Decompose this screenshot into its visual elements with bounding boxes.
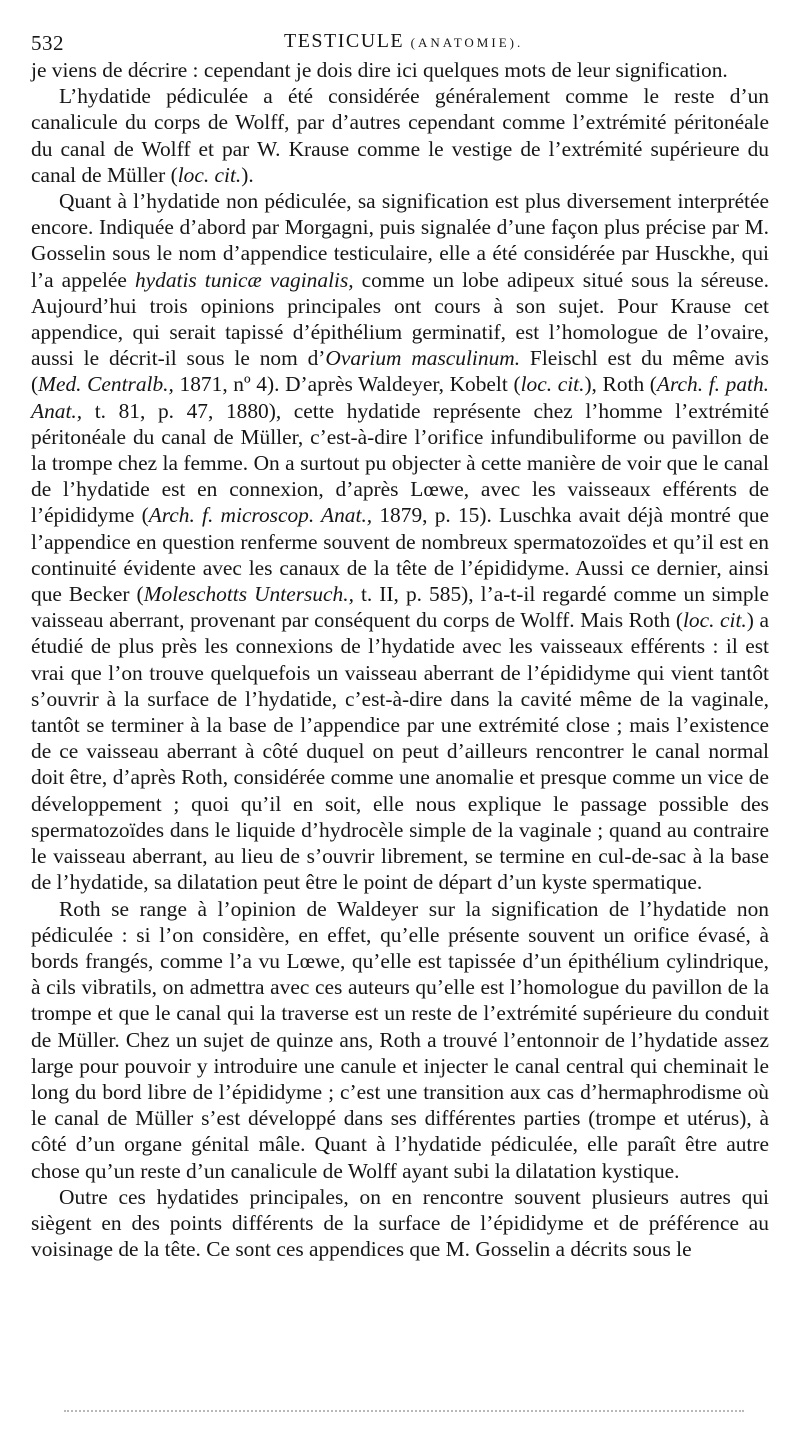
paragraph [31,1184,769,1263]
text-run: Fleischl est du même avis ( [31,346,769,397]
running-head-title: TESTICULE [284,30,405,52]
text-run: ). [241,162,254,187]
page-header [31,26,769,56]
text-run: ) a étudié de plus près les connexions de l’hydatide avec les vaisseaux efférents : il est vrai que l’on trouve quelquefois un vaisseau aberrant de l’épididyme qui vient tantôt s’ouvrir à la surface de l’hydatide, c’est-à-dire dans la cavité même de la vaginale, tantôt se terminer à la base de l’appendice par une extrémité close ; mais l’existence de ce vaisseau aberrant à côté duquel on peut d’ailleurs rencontrer le canal normal doit être, d’après Roth, considérée comme une anomalie et presque comme un vice de développement ; quoi qu’il en soit, elle nous explique le passage possible des spermatozoïdes dans le liquide d’hydrocèle simple de la vaginale ; quand au contraire le vaisseau aberrant, au lieu de s’ouvrir librement, se termine en cul-de-sac à la base de l’hydatide, sa dilatation peut être le point de départ d’un kyste spermatique. [31,608,770,895]
citation-italic: loc. cit. [682,608,747,633]
text-run: t. II, p. 585), l’a-t-il regardé comme un simple vaisseau aberrant, provenant par conséquent du corps de Wolff. Mais Roth ( [31,582,769,633]
text-run: Roth se range à l’opinion de Waldeyer sur la signification de l’hydatide non pédiculée : si l’on considère, en effet, qu’elle présente souvent un orifice évasé, à bords frangés, comme l’a vu Lœwe, qu’elle est tapissée d’un épithélium cylindrique, à cils vibratils, on admettra avec ces auteurs qu’elle est l’homologue du pavillon de la trompe et que le canal qui la traverse est un reste de l’extrémité supérieure du conduit de Müller. Chez un sujet de quinze ans, Roth a trouvé l’entonnoir de l’hydatide assez large pour pouvoir y introduire une canule et injecter le canal central qui cheminait le long du bord libre de l’épididyme ; c’est une transition aux cas d’hermaphrodisme où le canal de Müller s’est développé dans ses différentes parties (trompe et utérus), à côté d’un organe génital mâle. Quant à l’hydatide pédiculée, elle paraît être autre chose qu’un reste d’un canalicule de Wolff ayant subi la dilatation kystique. [31,896,769,1183]
running-head-subtitle: (ANATOMIE). [410,35,524,50]
text-run: 1871, nº 4). D’après Waldeyer, Kobelt ( [173,372,521,397]
text-run: je viens de décrire : cependant je dois dire ici quelques mots de leur signification. [31,58,728,82]
book-page [31,26,769,1262]
text-run: L’hydatide pédiculée a été considérée généralement comme le reste d’un canalicule du corps de Wolff, par d’autres cependant comme l’extrémité péritonéale du canal de Wolff et par W. Krause comme le vestige de l’extrémité supérieure du canal de Müller ( [31,84,769,187]
text-run: comme un lobe adipeux situé sous la séreuse. Aujourd’hui trois opinions principales ont cours à son sujet. Pour Krause cet appendice, qui serait tapissé d’épithélium germinatif, est l’homologue de l’ovaire, aussi le décrit-il sous le nom d’ [31,267,769,371]
text-run: 1879, p. 15). Luschka avait déjà montré que l’appendice en question renferme souvent de nombreux spermatozoïdes et qu’il est en continuité évidente avec les canaux de la tête de l’épididyme. Aussi ce dernier, ainsi que Becker ( [31,503,769,607]
citation-italic: hydatis tunicæ vaginalis, [134,267,354,292]
paragraph [31,57,769,83]
body-text [31,57,769,1262]
citation-italic: Moleschotts Untersuch., [143,582,354,607]
page-bottom-rule [64,1410,744,1412]
paragraph [31,188,769,895]
text-run: Outre ces hydatides principales, on en rencontre souvent plusieurs autres qui siègent en des points différents de la surface de l’épididyme et de préférence au voisinage de la tête. Ce sont ces appendices que M. Gosselin a décrits sous le [31,1184,769,1262]
citation-italic: Med. Centralb., [38,372,174,397]
citation-italic: loc. cit. [177,162,242,187]
text-run: ), Roth ( [584,372,657,397]
text-run: t. 81, p. 47, 1880), cette hydatide représente chez l’homme l’extrémité péritonéale du canal de Müller, c’est-à-dire l’orifice infundibuliforme ou pavillon de la trompe chez la femme. On a surtout pu objecter à cette manière de voir que le canal de l’hydatide est en connexion, d’après Lœwe, avec les vaisseaux efférents de l’épididyme ( [31,398,769,528]
paragraph [31,896,769,1184]
citation-italic: Arch. f. path. Anat., [31,372,770,423]
page-number: 532 [31,31,64,55]
citation-italic: Arch. f. microscop. Anat., [148,503,373,528]
text-run: Quant à l’hydatide non pédiculée, sa signification est plus diversement interprétée encore. Indiquée d’abord par Morgagni, puis signalée d’une façon plus précise par M. Gosselin sous le nom d’appendice testiculaire, elle a été considérée par Husckhe, qui l’a appelée [31,189,769,292]
running-head [284,26,523,58]
citation-italic: Ovarium masculinum. [325,346,521,371]
paragraph [31,83,769,188]
citation-italic: loc. cit. [520,372,585,397]
